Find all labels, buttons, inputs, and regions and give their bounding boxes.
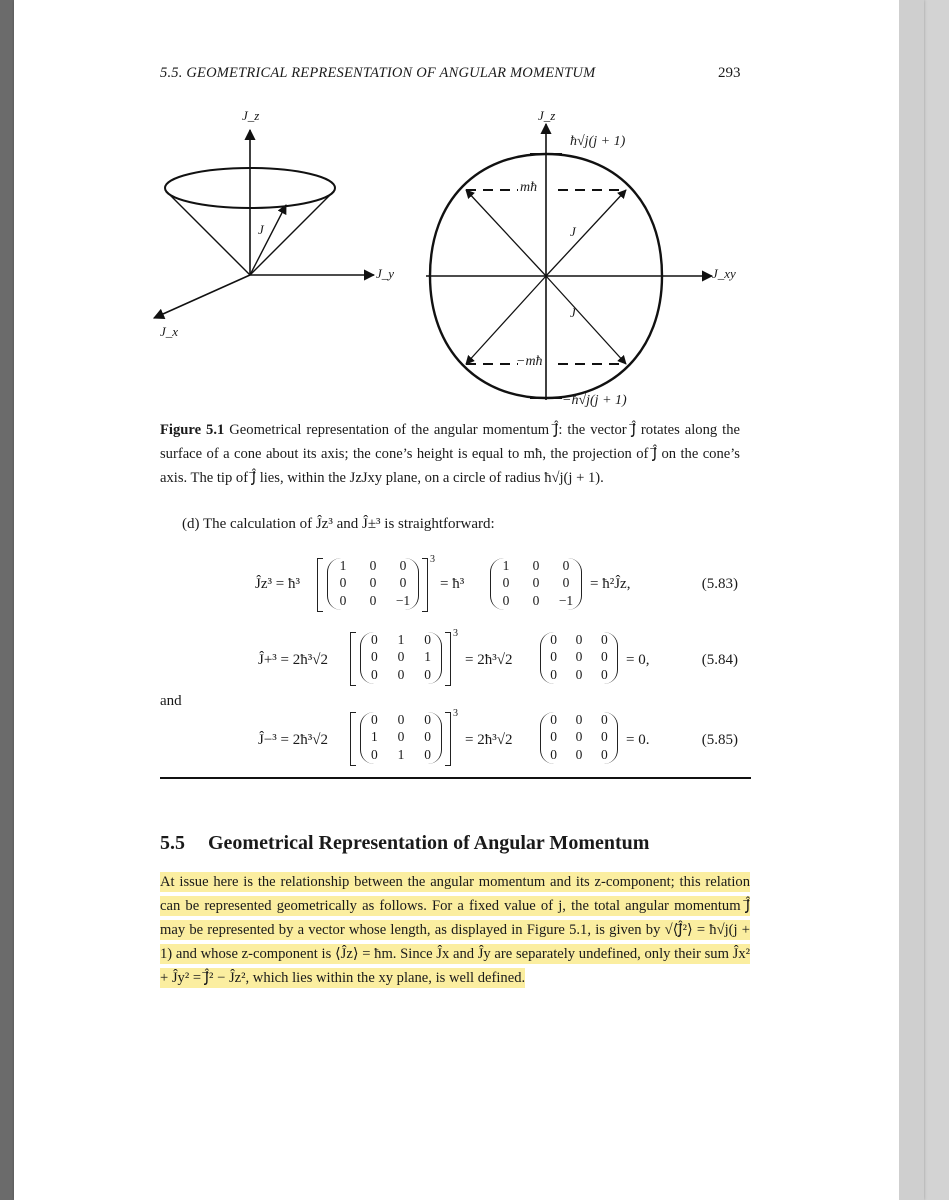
figure-caption xyxy=(160,418,740,490)
section-title: Geometrical Representation of Angular Momentum xyxy=(208,832,650,854)
m-cell: 1 xyxy=(397,746,405,762)
eq85-matrix-2 xyxy=(540,712,618,764)
m-cell: 1 xyxy=(397,632,405,647)
m-cell: 0 xyxy=(369,575,377,591)
eq83-bracket-right xyxy=(422,558,428,612)
eq84-matrix-1 xyxy=(360,632,442,684)
label-jx: J_x xyxy=(160,324,179,339)
m-cell: 0 xyxy=(339,575,347,591)
page-number: 293 xyxy=(718,65,741,81)
m-cell: 0 xyxy=(600,666,608,682)
section-number: 5.5 xyxy=(160,832,185,854)
m-cell: 0 xyxy=(562,575,570,591)
eq83-mid: = ħ³ xyxy=(440,576,465,592)
m-cell: 0 xyxy=(550,712,558,727)
eq84-power: 3 xyxy=(453,628,458,639)
eq83-power: 3 xyxy=(430,554,435,565)
eq85-lhs: Ĵ−³ = 2ħ³√2 xyxy=(258,732,328,748)
m-cell: −1 xyxy=(558,592,574,608)
m-cell: 0 xyxy=(575,746,583,762)
label-jy: J_y xyxy=(376,266,395,281)
m-cell: −1 xyxy=(395,592,411,608)
eq85-power: 3 xyxy=(453,708,458,719)
label-top-value: ħ√j(j + 1) xyxy=(570,134,626,149)
eq83-rhs: = ħ²Ĵz, xyxy=(590,576,631,592)
m-cell: 1 xyxy=(339,558,347,573)
label-jxy: J_xy xyxy=(712,266,736,281)
vector-lr xyxy=(546,276,626,364)
m-cell: 0 xyxy=(399,575,407,591)
m-cell: 0 xyxy=(600,649,608,665)
m-cell: 0 xyxy=(562,558,570,573)
equation-5-85 xyxy=(160,708,750,778)
eq85-mid: = 2ħ³√2 xyxy=(465,732,513,748)
m-cell: 0 xyxy=(532,575,540,591)
eq84-number: (5.84) xyxy=(701,652,738,668)
eq83-number: (5.83) xyxy=(701,576,738,592)
eq83-matrix-1 xyxy=(327,558,419,610)
eq84-mid: = 2ħ³√2 xyxy=(465,652,513,668)
m-cell: 0 xyxy=(424,632,432,647)
label-j-left: J⃗ xyxy=(258,222,274,237)
vector-ul xyxy=(466,190,546,276)
and-label: and xyxy=(160,693,182,709)
label-minus-m-hbar: −mħ xyxy=(516,354,543,369)
m-cell: 0 xyxy=(502,592,510,608)
m-cell: 0 xyxy=(370,712,378,727)
eq84-bracket-right xyxy=(445,632,451,686)
m-cell: 0 xyxy=(502,575,510,591)
m-cell: 0 xyxy=(600,712,608,727)
m-cell: 0 xyxy=(575,649,583,665)
jx-axis xyxy=(154,275,250,318)
eq85-number: (5.85) xyxy=(701,732,738,748)
m-cell: 0 xyxy=(397,712,405,727)
m-cell: 0 xyxy=(600,729,608,745)
eq84-rhs: = 0, xyxy=(626,652,650,668)
m-cell: 0 xyxy=(575,666,583,682)
eq85-rhs: = 0. xyxy=(626,732,650,748)
section-divider xyxy=(160,777,751,779)
m-cell: 0 xyxy=(397,666,405,682)
m-cell: 0 xyxy=(550,666,558,682)
left-screen-edge xyxy=(0,0,14,1200)
m-cell: 0 xyxy=(550,746,558,762)
m-cell: 0 xyxy=(370,649,378,665)
m-cell: 0 xyxy=(424,746,432,762)
highlighted-paragraph: At issue here is the relationship between the angular momentum and its z-component; this relation can be represented geometrically as follows. For a fixed value of j, the total angular momentum Ĵ⃗ may be represented by a vector whose length, as displayed in Figure 5.1, is given by √⟨Ĵ⃗²⟩ = ħ√j(j + 1) and whose z-component is ⟨Ĵz⟩ = ħm. Since Ĵx and Ĵy are separately undefined, only their sum Ĵx² + Ĵy² = Ĵ⃗² − Ĵz², which lies within the xy plane, is well defined. xyxy=(160,874,750,986)
m-cell: 0 xyxy=(339,592,347,608)
m-cell: 1 xyxy=(424,649,432,665)
m-cell: 0 xyxy=(370,746,378,762)
m-cell: 0 xyxy=(369,592,377,608)
m-cell: 0 xyxy=(370,632,378,647)
m-cell: 0 xyxy=(575,712,583,727)
m-cell: 0 xyxy=(550,729,558,745)
eq85-bracket-right xyxy=(445,712,451,766)
cone-side-left xyxy=(165,190,250,275)
m-cell: 0 xyxy=(575,632,583,647)
equation-5-84 xyxy=(160,628,750,698)
m-cell: 0 xyxy=(397,729,405,745)
caption-label: Figure 5.1 xyxy=(160,422,225,438)
vector-ll xyxy=(466,276,546,364)
running-head: 5.5. GEOMETRICAL REPRESENTATION OF ANGULAR MOMENTUM xyxy=(160,65,596,81)
book-page xyxy=(14,0,924,1200)
eq84-matrix-2 xyxy=(540,632,618,684)
label-j-up: J⃗ xyxy=(570,224,586,239)
circle-diagram xyxy=(426,124,712,400)
label-bottom-value: −ħ√j(j + 1) xyxy=(562,393,627,408)
section-body xyxy=(160,870,750,990)
m-cell: 0 xyxy=(399,558,407,573)
calculation-lead: (d) The calculation of Ĵz³ and Ĵ±³ is straightforward: xyxy=(182,516,495,532)
caption-text: Geometrical representation of the angular momentum Ĵ⃗: the vector Ĵ⃗ rotates along the surface of a cone about its axis; the cone’s height is equal to mħ, the projection of Ĵ⃗ on the cone’s axis. The tip of Ĵ⃗ lies, within the JzJxy plane, on a circle of radius ħ√j(j + 1). xyxy=(160,422,740,486)
label-m-hbar: mħ xyxy=(520,180,538,195)
m-cell: 0 xyxy=(424,666,432,682)
eq83-lhs: Ĵz³ = ħ³ xyxy=(255,576,300,592)
eq84-lhs: Ĵ+³ = 2ħ³√2 xyxy=(258,652,328,668)
m-cell: 0 xyxy=(397,649,405,665)
m-cell: 0 xyxy=(600,632,608,647)
m-cell: 0 xyxy=(600,746,608,762)
label-jz-right: J_z xyxy=(538,108,556,123)
m-cell: 0 xyxy=(532,592,540,608)
m-cell: 0 xyxy=(550,649,558,665)
vector-ur xyxy=(546,190,626,276)
label-j-down: J⃗ xyxy=(570,305,586,320)
j-vector xyxy=(250,205,286,275)
m-cell: 0 xyxy=(550,632,558,647)
m-cell: 0 xyxy=(575,729,583,745)
equation-5-83 xyxy=(160,554,750,624)
eq83-bracket-left xyxy=(317,558,323,612)
m-cell: 0 xyxy=(424,729,432,745)
m-cell: 0 xyxy=(424,712,432,727)
label-jz-left: J_z xyxy=(242,108,260,123)
figure-5-1 xyxy=(14,0,924,420)
m-cell: 0 xyxy=(369,558,377,573)
eq85-matrix-1 xyxy=(360,712,442,764)
m-cell: 1 xyxy=(502,558,510,573)
figure-drawing xyxy=(14,0,924,420)
m-cell: 0 xyxy=(532,558,540,573)
eq85-bracket-left xyxy=(350,712,356,766)
right-screen-edge xyxy=(899,0,924,1200)
m-cell: 0 xyxy=(370,666,378,682)
m-cell: 1 xyxy=(370,729,378,745)
eq83-matrix-2 xyxy=(490,558,582,610)
eq84-bracket-left xyxy=(350,632,356,686)
section-heading xyxy=(160,832,649,855)
